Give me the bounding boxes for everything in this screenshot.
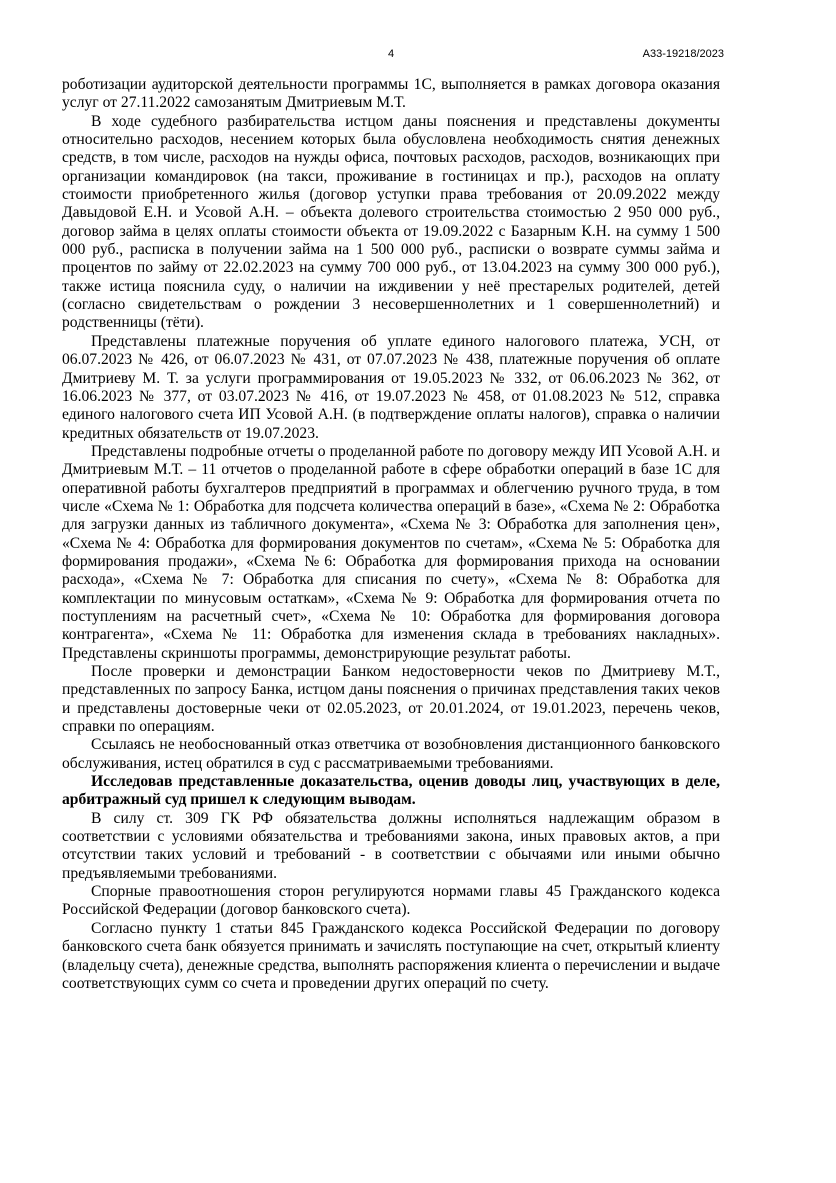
paragraph-payment-orders: Представлены платежные поручения об уплате единого налогового платежа, УСН, от 06.07.2023 № 426, от 06.07.2023 № 431, от 07.07.2023 № 438, платежные поручения об оплате Дмитриеву М. Т. за услуги программирования от 19.05.2023 № 332, от 06.06.2023 № 362, от 16.06.2023 № 377, от 03.07.2023 № 416, от 19.07.2023 № 458, от 01.08.2023 № 512, справка единого налогового счета ИП Усовой А.Н. (в подтверждение оплаты налогов), справка о наличии кредитных обязательств от 19.07.2023. — [62, 332, 720, 442]
paragraph-chapter-45: Спорные правоотношения сторон регулируются нормами главы 45 Гражданского кодекса Российской Федерации (договор банковского счета). — [62, 883, 720, 919]
paragraph-article-845: Согласно пункту 1 статьи 845 Гражданского кодекса Российской Федерации по договору банковского счета банк обязуется принимать и зачислять поступающие на счет, открытый клиенту (владельцу счета), денежные средства, выполнять распоряжения клиента о перечислении и выдаче соответствующих сумм со счета и проведении других операций по счету. — [62, 919, 720, 992]
paragraph-continuation: роботизации аудиторской деятельности программы 1С, выполняется в рамках договора оказания услуг от 27.11.2022 самозанятым Дмитриевым М.Т. — [62, 76, 720, 112]
document-body — [62, 76, 720, 993]
case-number: А33-19218/2023 — [642, 48, 724, 60]
paragraph-receipts: После проверки и демонстрации Банком недостоверности чеков по Дмитриеву М.Т., представленных по запросу Банка, истцом даны пояснения о причинах представления таких чеков и представлены достоверные чеки от 02.05.2023, от 20.01.2024, от 19.01.2023, перечень чеков, справки по операциям. — [62, 663, 720, 736]
paragraph-court-conclusion: Исследовав представленные доказательства, оценив доводы лиц, участвующих в деле, арбитражный суд пришел к следующим выводам. — [62, 773, 720, 809]
paragraph-reports: Представлены подробные отчеты о проделанной работе по договору между ИП Усовой А.Н. и Дмитриевым М.Т. – 11 отчетов о проделанной работе в сфере обработки операций в базе 1С для оперативной работы бухгалтеров предприятий в программах и облегчению ручного труда, в том числе «Схема № 1: Обработка для подсчета количества операций в базе», «Схема № 2: Обработка для загрузки данных из табличного документа», «Схема № 3: Обработка для заполнения цен», «Схема № 4: Обработка для формирования документов по счетам», «Схема № 5: Обработка для формирования продажи», «Схема №6: Обработка для формирования прихода на основании расхода», «Схема № 7: Обработка для списания по счету», «Схема № 8: Обработка для комплектации по минусовым остаткам», «Схема № 9: Обработка для формирования отчета по поступлениям на расчетный счет», «Схема № 10: Обработка для формирования договора контрагента», «Схема № 11: Обработка для изменения склада в требованиях накладных». Представлены скриншоты программы, демонстрирующие результат работы. — [62, 442, 720, 662]
paragraph-article-309: В силу ст. 309 ГК РФ обязательства должны исполняться надлежащим образом в соответствии с условиями обязательства и требованиями закона, иных правовых актов, а при отсутствии таких условий и требований - в соответствии с обычаями или иными обычно предъявляемыми требованиями. — [62, 809, 720, 882]
paragraph-expenses: В ходе судебного разбирательства истцом даны пояснения и представлены документы относительно расходов, несением которых была обусловлена необходимость снятия денежных средств, в том числе, расходов на нужды офиса, почтовых расходов, расходов, возникающих при организации командировок (на такси, проживание в гостиницах и пр.), расходов на оплату стоимости приобретенного жилья (договор уступки права требования от 20.09.2022 между Давыдовой Е.Н. и Усовой А.Н. – объекта долевого строительства стоимостью 2 950 000 руб., договор займа в целях оплаты стоимости объекта от 19.09.2022 с Базарным К.Н. на сумму 1 500 000 руб., расписка в получении займа на 1 500 000 руб., расписки о возврате суммы займа и процентов по займу от 22.02.2023 на сумму 700 000 руб., от 13.04.2023 на сумму 300 000 руб.), также истица пояснила суду, о наличии на иждивении у неё престарелых родителей, детей (согласно свидетельствам о рождении 3 несовершеннолетних и 1 совершеннолетний) и родственницы (тёти). — [62, 112, 720, 332]
paragraph-claim: Ссылаясь не необоснованный отказ ответчика от возобновления дистанционного банковского обслуживания, истец обратился в суд с рассматриваемыми требованиями. — [62, 736, 720, 772]
page-number: 4 — [387, 48, 395, 60]
